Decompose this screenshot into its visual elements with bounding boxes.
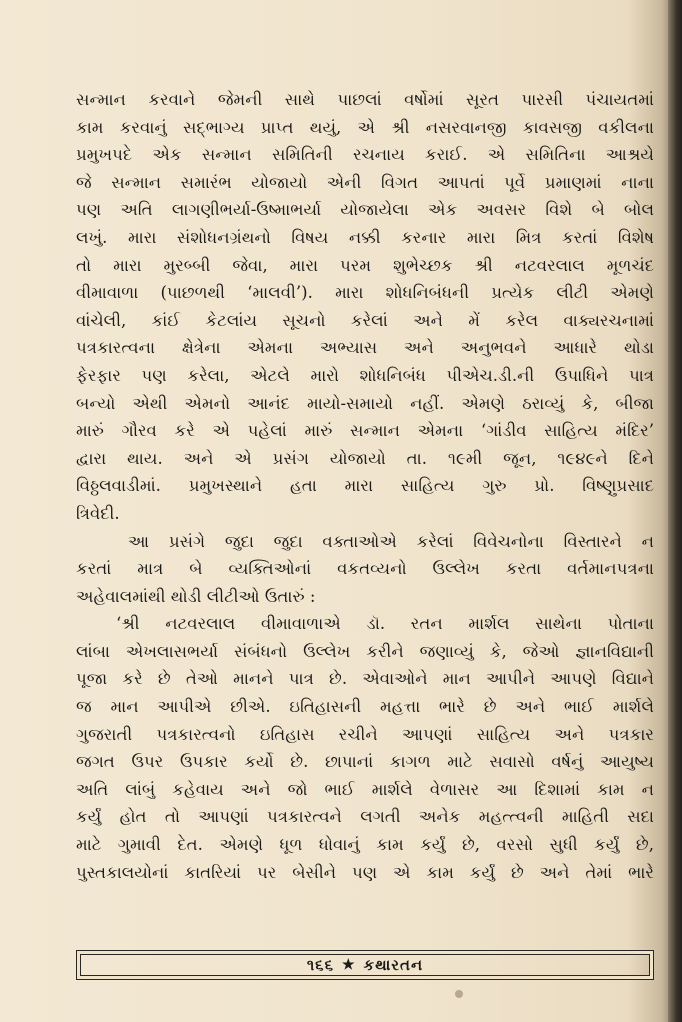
quote-start-line: ‘શ્રી નટવરલાલ વીમાવાળાએ ડૉ. રતન માર્શલ સાથેના પોતાના (116, 614, 654, 634)
paper-speck (455, 990, 463, 998)
text-line: લાંબા એખલાસભર્યા સંબંધનો ઉલ્લેખ કરીને જણાવ્યું કે, જેઓ જ્ઞાનવિદ્યાની (76, 641, 654, 661)
text-line: દ્વારા થાય. અને એ પ્રસંગ યોજાયો તા. ૧૯મી જૂન, ૧૯૪૯ને દિને (76, 448, 654, 468)
text-line: પૂજા કરે છે તેઓ માનને પાત્ર છે. એવાઓને માન આપીને આપણે વિદ્યાને (76, 669, 654, 689)
text-line: અતિ લાંબું કહેવાય અને જો ભાઈ માર્શલે વેળાસર આ દિશામાં કામ ન (76, 779, 654, 799)
text-line: વાંચેલી, કાંઈ કેટલાંય સૂચનો કરેલાં અને મેં કરેલ વાક્યરચનામાં (76, 310, 654, 330)
page-number: ૧૬૬ (306, 956, 334, 974)
text-line: જગત ઉપર ઉપકાર કર્યો છે. છાપાનાં કાગળ માટે સવાસો વર્ષનું આયુષ્ય (76, 752, 654, 772)
text-line: જ માન આપીએ છીએ. ઇતિહાસની મહત્તા ભારે છે અને ભાઈ માર્શલે (76, 697, 654, 717)
text-line: પણ અતિ લાગણીભર્યા-ઉષ્માભર્યા યોજાયેલા એક અવસર વિશે બે બોલ (76, 200, 654, 220)
text-line: બન્યો એથી એમનો આનંદ માયો-સમાયો નહીં. એમણે ઠરાવ્યું કે, બીજા (76, 393, 654, 413)
text-line: ત્રિવેદી. (76, 503, 120, 523)
body-text (76, 86, 654, 886)
text-line: તો મારા મુરબ્બી જેવા, મારા પરમ શુભેચ્છક શ્રી નટવરલાલ મૂળચંદ (76, 255, 654, 275)
text-line: વીમાવાળા (પાછળથી ‘માલવી’). મારા શોધનિબંધની પ્રત્યેક લીટી એમણે (76, 283, 654, 303)
text-line: ફેરફાર પણ કરેલા, એટલે મારો શોધનિબંધ પીએચ.ડી.ની ઉપાધિને પાત્ર (76, 365, 654, 385)
text-line: વિઠ્ઠલવાડીમાં. પ્રમુખસ્થાને હતા મારા સાહિત્ય ગુરુ પ્રો. વિષ્ણુપ્રસાદ (76, 476, 654, 496)
book-title: કથારતન (363, 956, 424, 974)
paragraph-start-line: આ પ્રસંગે જુદા જુદા વક્તાઓએ કરેલાં વિવેચનોના વિસ્તારને ન (128, 531, 654, 551)
text-line: માટે ગુમાવી દેત. એમણે ધૂળ ધોવાનું કામ કર્યું છે, વરસો સુધી કર્યું છે, (76, 835, 654, 855)
book-spine-shadow (668, 0, 682, 1022)
page-footer (76, 950, 654, 980)
text-line: ગુજરાતી પત્રકારત્વનો ઇતિહાસ રચીને આપણાં સાહિત્ય અને પત્રકાર (76, 724, 654, 744)
text-line: અહેવાલમાંથી થોડી લીટીઓ ઉતારું : (76, 586, 316, 606)
text-line: પુસ્તકાલયોનાં કાતરિયાં પર બેસીને પણ એ કામ કર્યું છે અને તેમાં ભારે (76, 862, 654, 882)
text-line: સન્માન કરવાને જેમની સાથે પાછલાં વર્ષોમાં સૂરત પારસી પંચાયતમાં (76, 90, 654, 109)
text-line: જે સન્માન સમારંભ યોજાયો એની વિગત આપતાં પૂર્વે પ્રમાણમાં નાના (76, 172, 654, 192)
text-line: મારું ગૌરવ કરે એ પહેલાં મારું સન્માન એમના ‘ગાંડીવ સાહિત્ય મંદિર’ (76, 421, 654, 441)
text-line: કર્યું હોત તો આપણાં પત્રકારત્વને લગતી અનેક મહત્ત્વની માહિતી સદા (76, 807, 654, 827)
text-line: લખું. મારા સંશોધનગ્રંથનો વિષય નક્કી કરનાર મારા મિત્ર કરતાં વિશેષ (76, 227, 654, 247)
text-line: પત્રકારત્વના ક્ષેત્રેના એમના અભ્યાસ અને અનુભવને આધારે થોડા (76, 338, 654, 358)
text-line: કામ કરવાનું સદ્ભાગ્ય પ્રાપ્ત થયું, એ શ્રી નસરવાનજી કાવસજી વકીલના (76, 117, 654, 137)
star-separator: ★ (341, 957, 356, 973)
text-line: કરતાં માત્ર બે વ્યક્તિઓનાં વકતવ્યનો ઉલ્લેખ કરતા વર્તમાનપત્રના (76, 559, 654, 579)
text-line: પ્રમુખપદે એક સન્માન સમિતિની રચનાય કરાઈ. એ સમિતિના આશ્રયે (76, 145, 654, 165)
